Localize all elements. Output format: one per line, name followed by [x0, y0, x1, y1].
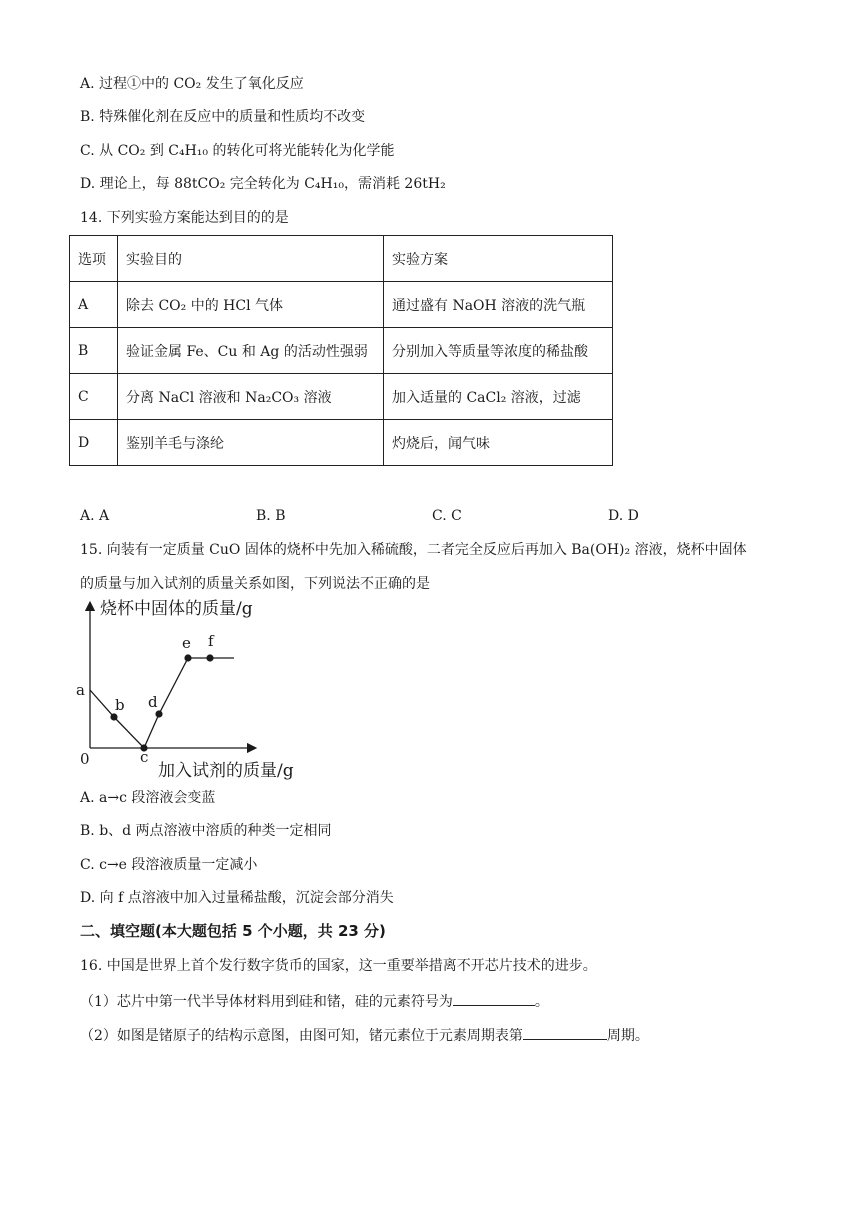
table-cell: 加入适量的 CaCl₂ 溶液，过滤: [384, 374, 613, 420]
x-axis-label: 加入试剂的质量/g: [158, 761, 294, 781]
q14-choice-a: A. A: [80, 508, 110, 524]
table-cell: 鉴别羊毛与涤纶: [118, 420, 384, 466]
table-header-cell: 选项: [70, 236, 118, 282]
table-cell: 分别加入等质量等浓度的稀盐酸: [384, 328, 613, 374]
point-d-dot: [155, 710, 162, 717]
q16-sub1-text: （1）芯片中第一代半导体材料用到硅和锗，硅的元素符号为: [80, 994, 453, 1010]
q13-option-b: B. 特殊催化剂在反应中的质量和性质均不改变: [80, 109, 366, 125]
point-b-label: b: [115, 696, 125, 714]
point-b-dot: [110, 713, 117, 720]
table-cell: 验证金属 Fe、Cu 和 Ag 的活动性强弱: [118, 328, 384, 374]
table-row: [70, 374, 613, 420]
table-row: [70, 420, 613, 466]
q15-option-d: D. 向 f 点溶液中加入过量稀盐酸，沉淀会部分消失: [80, 890, 394, 906]
q15-option-a: A. a→c 段溶液会变蓝: [80, 790, 216, 806]
point-d-label: d: [148, 693, 158, 711]
q15-stem-line1: 15. 向装有一定质量 CuO 固体的烧杯中先加入稀硫酸，二者完全反应后再加入 Ba(OH)₂ 溶液，烧杯中固体: [80, 542, 747, 558]
q16-sub2-text: （2）如图是锗原子的结构示意图，由图可知，锗元素位于元素周期表第: [80, 1028, 523, 1044]
q16-sub2: [80, 1025, 649, 1045]
point-e-dot: [184, 654, 191, 661]
q13-option-d: D. 理论上，每 88tCO₂ 完全转化为 C₄H₁₀，需消耗 26tH₂: [80, 176, 446, 192]
answer-blank-1[interactable]: [453, 991, 535, 1006]
q16-sub1: [80, 991, 549, 1011]
answer-blank-2[interactable]: [523, 1025, 607, 1040]
q15-graph: [72, 596, 312, 782]
q14-choice-c: C. C: [432, 508, 462, 524]
q13-option-a: A. 过程①中的 CO₂ 发生了氧化反应: [80, 76, 304, 92]
table-cell: 灼烧后，闻气味: [384, 420, 613, 466]
q16-sub2-end: 周期。: [606, 1028, 649, 1044]
q14-choice-d: D. D: [608, 508, 639, 524]
origin-label: 0: [80, 750, 90, 768]
q14-choice-b: B. B: [256, 508, 286, 524]
point-f-label: f: [208, 632, 214, 650]
q14-table: [69, 235, 613, 466]
table-cell: 通过盛有 NaOH 溶液的洗气瓶: [384, 282, 613, 328]
table-cell: C: [70, 374, 118, 420]
q15-option-b: B. b、d 两点溶液中溶质的种类一定相同: [80, 823, 332, 839]
table-header-cell: 实验目的: [118, 236, 384, 282]
q14-stem: 14. 下列实验方案能达到目的的是: [80, 210, 289, 226]
point-c-label: c: [140, 748, 149, 766]
table-row: [70, 282, 613, 328]
table-cell: A: [70, 282, 118, 328]
q15-option-c: C. c→e 段溶液质量一定减小: [80, 857, 258, 873]
table-cell: 除去 CO₂ 中的 HCl 气体: [118, 282, 384, 328]
table-cell: 分离 NaCl 溶液和 Na₂CO₃ 溶液: [118, 374, 384, 420]
table-header-cell: 实验方案: [384, 236, 613, 282]
point-e-label: e: [182, 634, 191, 652]
table-cell: D: [70, 420, 118, 466]
mass-curve: [90, 658, 234, 748]
q13-option-c: C. 从 CO₂ 到 C₄H₁₀ 的转化可将光能转化为化学能: [80, 143, 395, 159]
section-heading: 二、填空题(本大题包括 5 个小题，共 23 分): [80, 922, 386, 940]
table-cell: B: [70, 328, 118, 374]
table-row: [70, 328, 613, 374]
q16-stem: 16. 中国是世界上首个发行数字货币的国家，这一重要举措离不开芯片技术的进步。: [80, 958, 597, 974]
point-a-label: a: [76, 681, 85, 699]
table-header-row: [70, 236, 613, 282]
q16-sub1-end: 。: [534, 994, 549, 1010]
point-f-dot: [206, 654, 213, 661]
q15-stem-line2: 的质量与加入试剂的质量关系如图，下列说法不正确的是: [80, 576, 430, 592]
y-axis-label: 烧杯中固体的质量/g: [100, 599, 253, 619]
